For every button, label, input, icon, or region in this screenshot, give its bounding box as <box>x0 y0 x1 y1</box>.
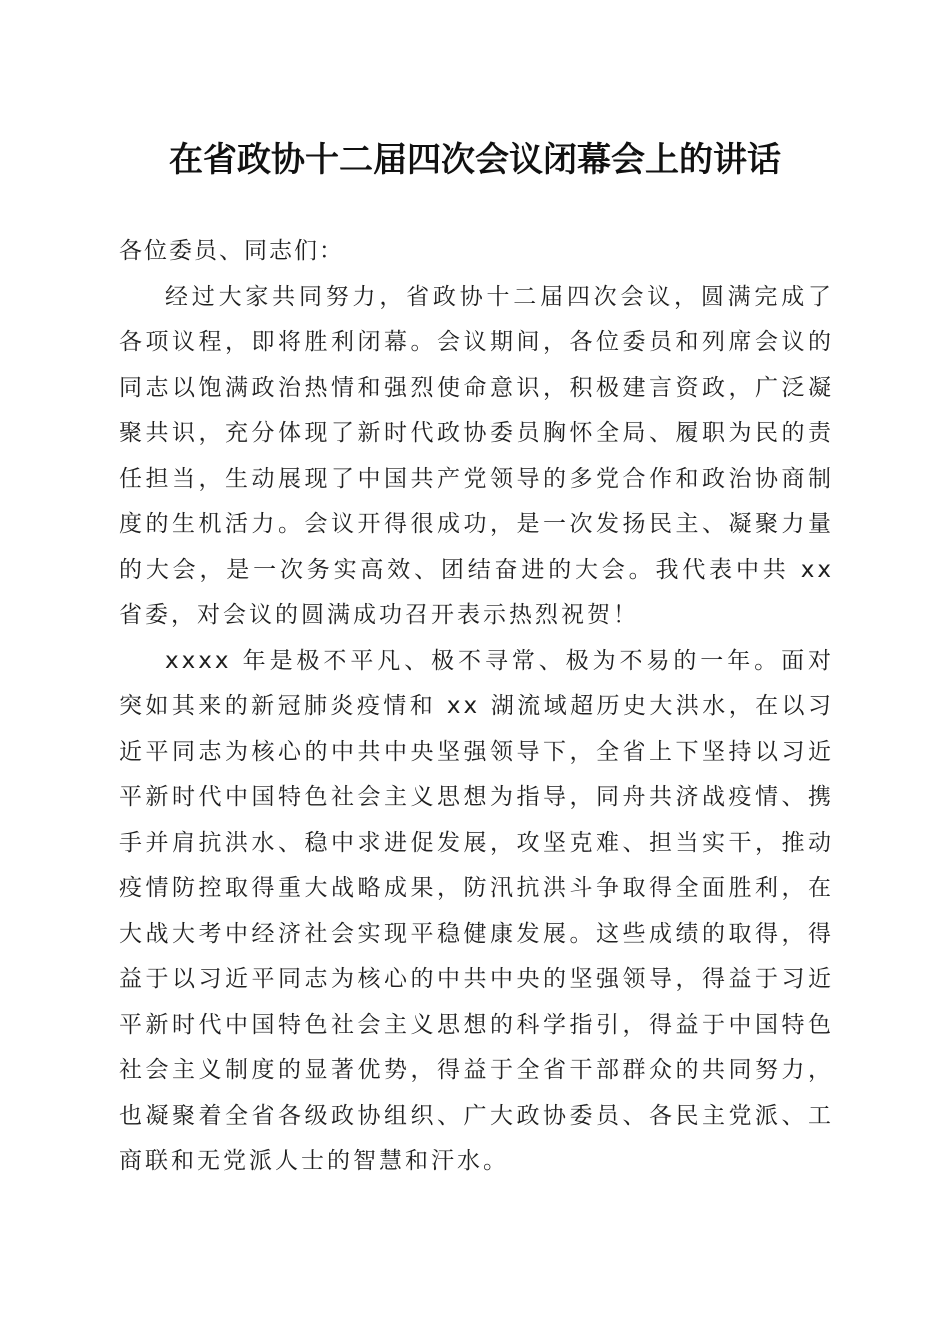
document-body <box>119 229 834 1185</box>
paragraph-1: 经过大家共同努力，省政协十二届四次会议，圆满完成了各项议程，即将胜利闭幕。会议期间，各位委员和列席会议的同志以饱满政治热情和强烈使命意识，积极建言资政，广泛凝聚共识，充分体现了新时代政协委员胸怀全局、履职为民的责任担当，生动展现了中国共产党领导的多党合作和政治协商制度的生机活力。会议开得很成功，是一次发扬民主、凝聚力量的大会，是一次务实高效、团结奋进的大会。我代表中共 xx 省委，对会议的圆满成功召开表示热烈祝贺！ <box>119 283 834 628</box>
paragraph-2: xxxx 年是极不平凡、极不寻常、极为不易的一年。面对突如其来的新冠肺炎疫情和 xx 湖流域超历史大洪水，在以习近平同志为核心的中共中央坚强领导下，全省上下坚持以习近平新时代中国特色社会主义思想为指导，同舟共济战疫情、携手并肩抗洪水、稳中求进促发展，攻坚克难、担当实干，推动疫情防控取得重大战略成果，防汛抗洪斗争取得全面胜利，在大战大考中经济社会实现平稳健康发展。这些成绩的取得，得益于以习近平同志为核心的中共中央的坚强领导，得益于习近平新时代中国特色社会主义思想的科学指引，得益于中国特色社会主义制度的显著优势，得益于全省干部群众的共同努力，也凝聚着全省各级政协组织、广大政协委员、各民主党派、工商联和无党派人士的智慧和汗水。 <box>119 647 834 1174</box>
salutation: 各位委员、同志们： <box>119 238 344 264</box>
document-title: 在省政协十二届四次会议闭幕会上的讲话 <box>169 140 781 180</box>
